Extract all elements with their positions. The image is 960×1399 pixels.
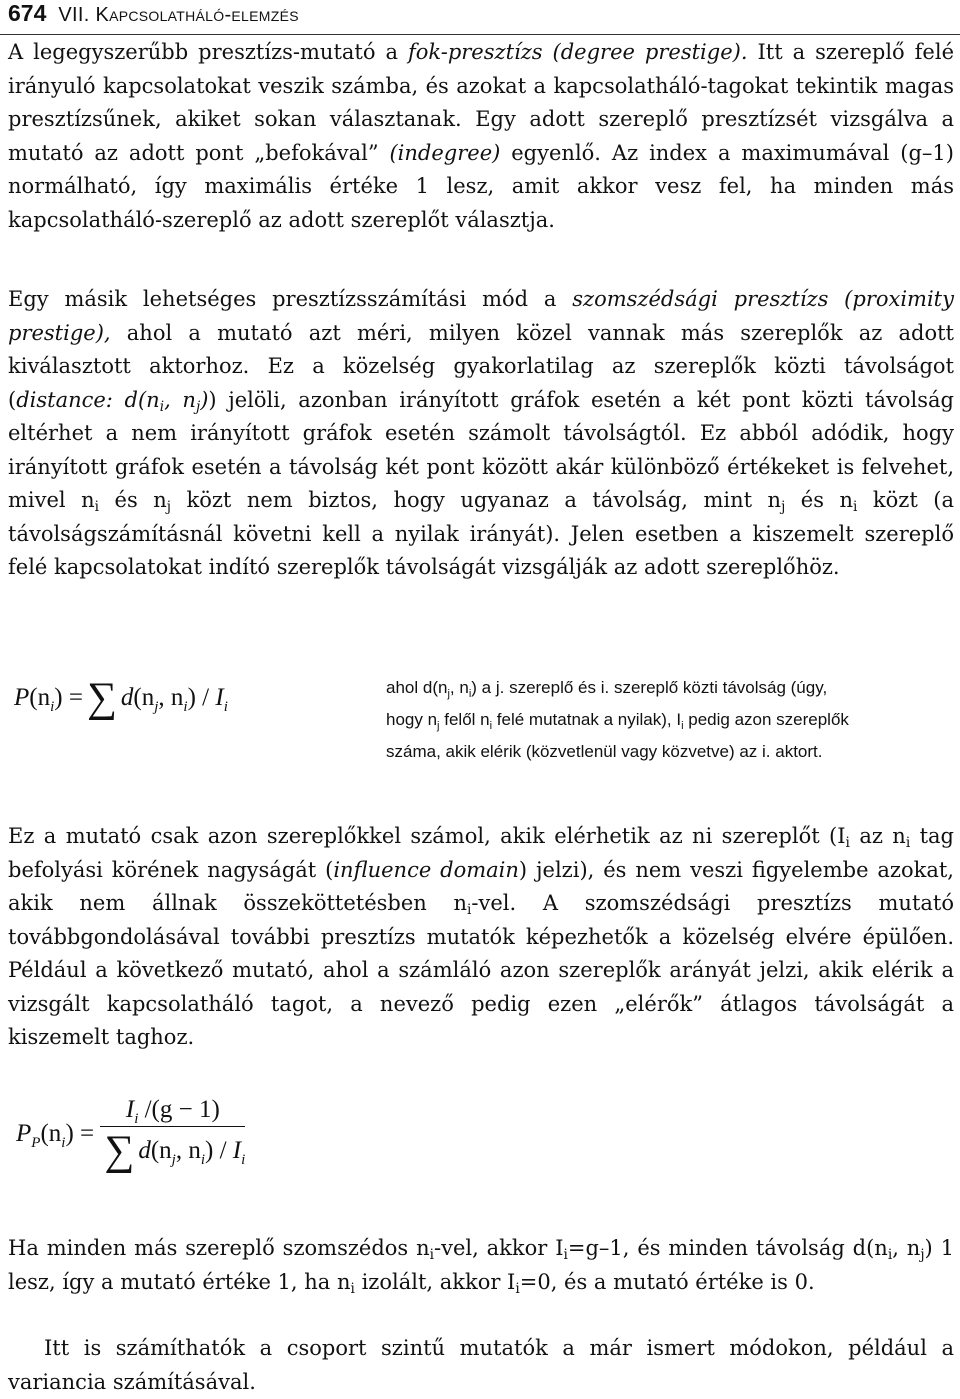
text: -vel, akkor I [434,1236,564,1260]
text: distance: d(n [16,387,160,412]
text: közt (a távolságszámításnál követni kell a nyilak irányát). Jelen esetben a kiszemelt szereplő felé kapcsolatokat indító szereplők távolságát vizsgálják az adott szereplőhöz. [8,488,954,579]
subscript: i [350,1280,355,1297]
formula-explanation [386,672,946,768]
paragraph-degree-prestige [8,36,954,237]
subscript: i [681,720,684,732]
paragraph-proximity-prestige [8,283,954,585]
fraction [100,1096,245,1175]
formula-symbol: (n [40,1120,62,1148]
subscript: j [166,499,171,515]
subscript: P [31,1135,41,1152]
subscript: i [183,699,188,715]
formula-symbol: I [232,1137,242,1164]
formula-symbol: ) / [205,1137,227,1164]
term-distance [16,387,209,415]
page-number: 674 [8,0,47,26]
term-degree-prestige: fok-presztízs (degree prestige). [407,40,748,64]
term-proximity-prestige: szomszédsági presztízs (proximity prestige), [8,287,954,345]
subscript: i [467,902,472,918]
formula-symbol: /(g − 1) [138,1096,220,1123]
text: és n [99,488,167,512]
text: felől n [439,710,490,729]
subscript: i [50,699,55,715]
formula-symbol: ) = [65,1120,95,1148]
subscript: i [241,1152,246,1168]
subscript: i [200,1152,206,1168]
text: ) jelöli, azonban irányított gráfok esetén a két pont közti távolság eltérhet a nem irányított gráfok esetén számolt távolságtól. Ez abból adódik, hogy irányított gráfok esetén a távolság két pont között akár különböző értékeket is felvehet, mivel n [8,387,954,512]
text: egyenlő. Az index a maximumával (g–1) normálható, így maximális értéke 1 lesz, amit akkor vesz fel, ha minden más kapcsolatháló-szereplő az adott szereplőt választja. [8,140,954,232]
formula-symbol: (n [133,684,155,711]
text: , n [892,1236,921,1260]
subscript: i [159,398,165,415]
text: tag befolyási körének nagyságát ( [8,824,955,882]
text: felé mutatnak a nyilak), I [492,710,682,729]
subscript: j [437,720,440,732]
numerator [100,1096,245,1127]
formula-symbol: (n [29,684,51,711]
subscript: i [223,699,228,715]
subscript: i [515,1280,520,1297]
text: izolált, akkor I [354,1269,516,1294]
text: , n [449,678,469,697]
subscript: i [887,1247,893,1263]
formula-symbol: ) / [187,684,210,711]
subscript: j [171,1152,176,1168]
formula-symbol: I [215,684,224,711]
sum-symbol: ∑ [104,1128,135,1174]
subscript: i [905,835,911,851]
subscript: i [853,499,858,515]
running-header [8,0,299,32]
formula-proximity-prestige [14,674,228,722]
text: -vel. A szomszédsági presztízs mutató továbbgondolásával további presztízs mutatók képezhetők a közelség elvére épülően. Például a következő mutató, ahol a számláló azon szereplők arányát jelzi, akik elérik a vizsgált kapcsolatháló tagot, a nevező pedig ezen „elérők” átlagos távolságát a kiszemelt taghoz. [8,891,954,1049]
text: ahol d(n [386,678,448,697]
text: hogy n [386,710,438,729]
text: =g–1, és minden távolság d(n [567,1236,888,1260]
text: =0, és a mutató értéke is 0. [519,1269,815,1294]
text: A legegyszerűbb presztízs-mutató a [8,40,408,64]
formula-symbol: , n [175,1137,201,1164]
text: Egy másik lehetséges presztízsszámítási mód a [8,287,573,311]
formula-symbol: d [138,1137,151,1164]
formula-symbol: d [120,684,134,711]
subscript: i [61,1135,66,1152]
paragraph-influence-domain [8,820,954,1055]
subscript: j [447,688,450,700]
text: ) [200,387,209,412]
formula-symbol: , n [158,684,184,711]
text: Ez a mutató csak azon szereplőkkel számol, akik elérhetik az ni szereplőt (I [8,824,846,848]
text: pedig azon szereplők [683,710,849,729]
formula-symbol: P [14,684,30,711]
subscript: i [845,835,850,851]
header-rule [0,34,960,35]
denominator [100,1127,245,1175]
note-line [386,672,946,704]
text: közt nem biztos, hogy ugyanaz a távolság, mint n [170,488,782,512]
paragraph-extreme-cases [8,1232,954,1299]
subscript: i [94,499,100,515]
subscript: i [429,1247,434,1263]
text: Itt is számíthatók a csoport szintű mutatók a már ismert módokon, például a variancia számításával. [8,1336,954,1394]
text: ) 1 lesz, így a mutató értéke 1, ha n [8,1236,954,1294]
subscript: i [563,1247,568,1263]
text: és n [785,488,854,512]
text: ) jelzi), és nem veszi figyelembe azokat, akik nem állnak összeköttetésben n [8,857,954,915]
text: Itt a szereplő felé irányuló kapcsolatokat veszik számba, és azokat a kapcsolatháló-tagokat tekintik magas presztízsűnek, akiket sokan választanak. Egy adott szereplő presztízsét vizsgálva a mutató az adott pont „befokával” [8,40,954,165]
text: ) a j. szereplő és i. szereplő közti távolság (úgy, [471,678,828,697]
sum-symbol: ∑ [86,675,117,721]
subscript: i [468,688,472,700]
subscript: j [781,499,786,515]
subscript: j [154,699,159,715]
term-influence-domain: influence domain [333,857,519,882]
note-line: száma, akik elérik (közvetlenül vagy közvetve) az i. aktort. [386,742,823,761]
paragraph-group-level [8,1332,954,1399]
text: ahol a mutató azt méri, milyen közel vannak más szereplők az adott kiválasztott aktorhoz. Ez a közelség gyakorlatilag az szereplők közti távolságot ( [8,320,954,412]
subscript: j [195,398,201,415]
term-indegree: (indegree) [378,140,501,165]
text: az n [849,824,906,848]
subscript: j [920,1247,925,1263]
formula-weighted-proximity-prestige [16,1096,245,1175]
subscript: i [134,1111,139,1127]
note-line [386,704,946,736]
chapter-title: VII. Kapcsolatháló-elemzés [58,4,299,26]
text: , n [164,387,196,412]
formula-symbol: ) = [54,684,83,711]
text: Ha minden más szereplő szomszédos n [8,1236,430,1260]
formula-symbol: P [16,1120,32,1148]
formula-symbol: I [125,1096,135,1123]
formula-symbol: (n [150,1137,172,1164]
subscript: i [489,720,493,732]
